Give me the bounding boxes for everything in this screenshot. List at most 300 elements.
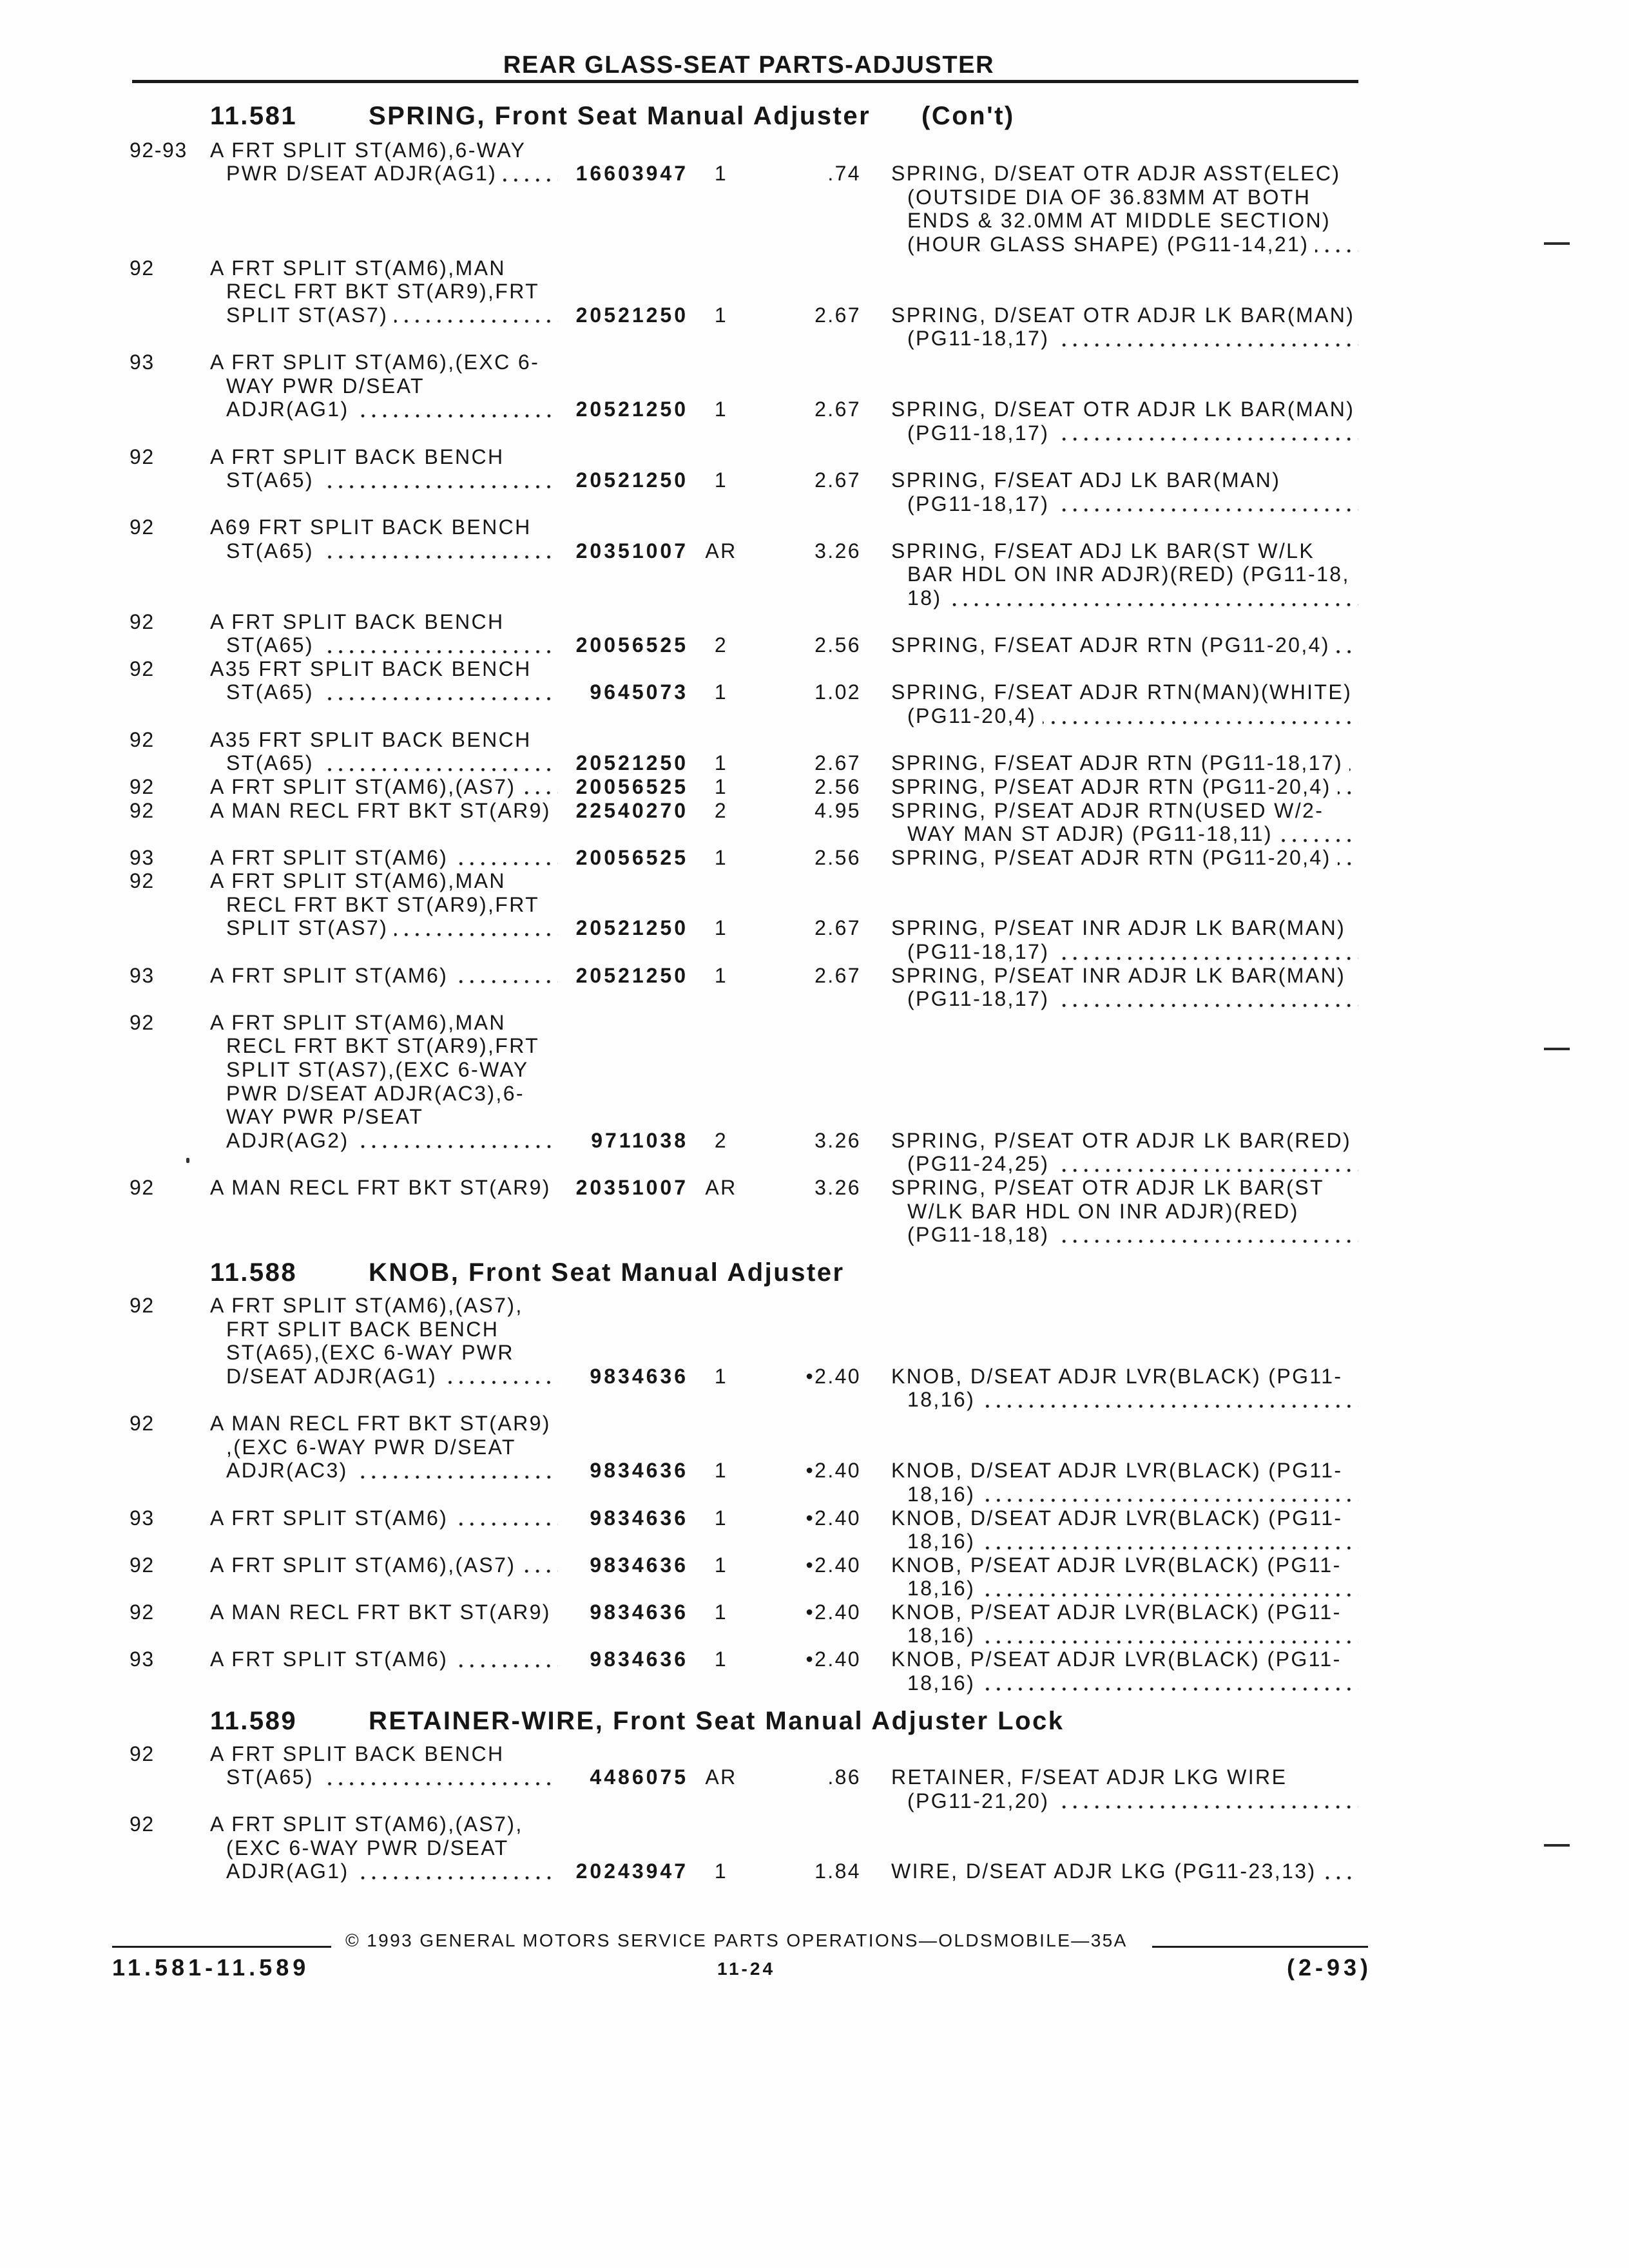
dot-leader — [1055, 1240, 1358, 1243]
description-line — [891, 775, 1358, 799]
description-text: SPRING, P/SEAT INR ADJR LK BAR(MAN) — [891, 916, 1346, 940]
price: 2.67 — [815, 303, 861, 327]
part-number: 20521250 — [575, 303, 688, 327]
description-line — [891, 680, 1358, 704]
description-line — [907, 1671, 1358, 1695]
description-text: (PG11-21,20) — [907, 1789, 1050, 1812]
application-line — [226, 633, 558, 657]
description-text: KNOB, P/SEAT ADJR LVR(BLACK) (PG11- — [891, 1553, 1342, 1577]
application-text: SPLIT ST(AS7) — [226, 303, 389, 327]
application-line — [210, 1553, 558, 1577]
description-line — [891, 964, 1358, 988]
application-line — [210, 351, 558, 374]
application-text: RECL FRT BKT ST(AR9),FRT — [226, 892, 540, 916]
application-text: WAY PWR D/SEAT — [226, 374, 425, 398]
description-line — [907, 186, 1358, 209]
application-text: PWR D/SEAT ADJR(AC3),6- — [226, 1081, 525, 1105]
quantity: 1 — [714, 1648, 728, 1671]
model-year: 92 — [130, 1600, 155, 1624]
table-row — [0, 1412, 1629, 1506]
application-text: A FRT SPLIT ST(AM6),MAN — [210, 1010, 506, 1034]
dot-leader — [1349, 768, 1358, 771]
model-year: 92 — [130, 1176, 155, 1200]
quantity: 1 — [714, 1364, 728, 1388]
description-text: SPRING, F/SEAT ADJ LK BAR(MAN) — [891, 468, 1281, 492]
description-line — [907, 1624, 1358, 1648]
application-line — [210, 1600, 558, 1624]
model-year: 93 — [130, 351, 155, 374]
dot-leader — [1055, 343, 1358, 347]
application-line — [210, 1506, 558, 1530]
description-line — [907, 940, 1358, 964]
table-row — [0, 1812, 1629, 1883]
description-line — [891, 303, 1358, 327]
model-year: 92 — [130, 515, 155, 539]
description-text: SPRING, D/SEAT OTR ADJR LK BAR(MAN) — [891, 303, 1355, 327]
dot-leader — [454, 1664, 558, 1667]
price: •2.40 — [805, 1459, 861, 1483]
dot-leader — [1338, 791, 1358, 794]
model-year: 92 — [130, 1812, 155, 1836]
description-text: WIRE, D/SEAT ADJR LKG (PG11-23,13) — [891, 1860, 1316, 1883]
description-text: (PG11-18,17) — [907, 327, 1050, 351]
part-number: 4486075 — [590, 1765, 688, 1789]
description-text: (PG11-18,17) — [907, 492, 1050, 515]
application-text: ADJR(AC3) — [226, 1459, 348, 1483]
dot-leader — [320, 697, 558, 700]
description-line — [891, 1506, 1358, 1530]
application-text: A69 FRT SPLIT BACK BENCH — [210, 515, 532, 539]
part-number: 9711038 — [591, 1128, 688, 1152]
model-year: 92 — [130, 610, 155, 633]
part-number: 20521250 — [575, 916, 688, 940]
section-number: 11.589 — [210, 1706, 298, 1735]
model-year: 92 — [130, 869, 155, 893]
application-text: RECL FRT BKT ST(AR9),FRT — [226, 1034, 540, 1058]
dot-leader — [320, 485, 558, 488]
application-text: ST(A65) — [226, 539, 314, 562]
part-number: 20056525 — [575, 774, 688, 798]
application-text: WAY PWR P/SEAT — [226, 1105, 424, 1129]
price: 2.67 — [815, 963, 861, 987]
description-line — [907, 1530, 1358, 1553]
quantity: 1 — [714, 1860, 728, 1883]
application-line — [226, 1860, 558, 1883]
table-row — [0, 1553, 1629, 1600]
table-row — [0, 657, 1629, 728]
application-text: RECL FRT BKT ST(AR9),FRT — [226, 280, 540, 303]
part-number: 20351007 — [575, 1176, 688, 1200]
application-line — [226, 1436, 558, 1459]
part-number: 9834636 — [590, 1648, 688, 1671]
application-text: FRT SPLIT BACK BENCH — [226, 1317, 499, 1341]
description-text: SPRING, P/SEAT ADJR RTN (PG11-20,4) — [891, 774, 1331, 798]
dot-leader — [1055, 1169, 1358, 1172]
quantity: 1 — [714, 1553, 728, 1577]
description-text: BAR HDL ON INR ADJR)(RED) (PG11-18, — [907, 562, 1350, 586]
table-row — [0, 610, 1629, 657]
model-year: 92 — [130, 1294, 155, 1318]
price: •2.40 — [805, 1553, 861, 1577]
application-text: A MAN RECL FRT BKT ST(AR9) — [210, 1600, 551, 1624]
price: •2.40 — [805, 1364, 861, 1388]
price: 2.56 — [815, 774, 861, 798]
description-line — [907, 209, 1358, 233]
description-text: SPRING, P/SEAT OTR ADJR LK BAR(ST — [891, 1176, 1324, 1200]
description-text: 18,16) — [907, 1577, 976, 1600]
application-line — [226, 398, 558, 421]
model-year: 93 — [130, 1506, 155, 1530]
application-text: A FRT SPLIT BACK BENCH — [210, 610, 505, 633]
part-number: 9834636 — [590, 1553, 688, 1577]
description-line — [891, 1129, 1358, 1153]
description-text: SPRING, F/SEAT ADJR RTN(MAN)(WHITE) — [891, 680, 1353, 704]
description-text: (PG11-18,17) — [907, 421, 1050, 445]
section-number: 11.581 — [210, 102, 298, 131]
application-text: A FRT SPLIT ST(AM6),(AS7) — [210, 774, 516, 798]
application-line — [226, 1459, 558, 1483]
quantity: 1 — [714, 680, 728, 704]
table-row — [0, 139, 1629, 256]
description-line — [891, 1176, 1358, 1200]
quantity: 1 — [714, 916, 728, 940]
description-text: (PG11-20,4) — [907, 704, 1037, 728]
application-text: A FRT SPLIT BACK BENCH — [210, 1742, 505, 1765]
description-line — [907, 327, 1358, 351]
part-number: 9834636 — [590, 1459, 688, 1483]
application-line — [210, 1176, 558, 1200]
table-row — [0, 351, 1629, 445]
table-row — [0, 1600, 1629, 1648]
application-text: A35 FRT SPLIT BACK BENCH — [210, 657, 532, 680]
dot-leader — [1279, 839, 1358, 842]
description-text: SPRING, D/SEAT OTR ADJR LK BAR(MAN) — [891, 398, 1355, 421]
description-line — [907, 704, 1358, 728]
application-text: A FRT SPLIT ST(AM6) — [210, 1648, 448, 1671]
price: 2.67 — [815, 916, 861, 940]
model-year: 92 — [130, 256, 155, 280]
description-line — [891, 1459, 1358, 1483]
description-line — [891, 162, 1358, 186]
application-text: A FRT SPLIT ST(AM6),(AS7), — [210, 1812, 523, 1836]
section-header — [0, 1706, 1629, 1736]
description-text: 18,16) — [907, 1530, 976, 1553]
description-text: KNOB, P/SEAT ADJR LVR(BLACK) (PG11- — [891, 1600, 1342, 1624]
model-year: 92 — [130, 1010, 155, 1034]
application-text: ADJR(AG2) — [226, 1128, 349, 1152]
price: .74 — [827, 162, 861, 186]
description-text: KNOB, D/SEAT ADJR LVR(BLACK) (PG11- — [891, 1364, 1343, 1388]
application-line — [210, 610, 558, 634]
model-year: 92 — [130, 1553, 155, 1577]
description-line — [891, 633, 1358, 657]
quantity: 1 — [714, 751, 728, 775]
dot-leader — [454, 862, 558, 865]
model-year: 92 — [130, 774, 155, 798]
application-text: A FRT SPLIT BACK BENCH — [210, 445, 505, 468]
description-text: SPRING, P/SEAT ADJR RTN(USED W/2- — [891, 798, 1324, 822]
model-year: 92 — [130, 445, 155, 468]
description-line — [891, 846, 1358, 870]
dot-leader — [1315, 249, 1358, 253]
quantity: 2 — [714, 1128, 728, 1152]
dot-leader — [1055, 437, 1358, 441]
part-number: 20243947 — [575, 1860, 688, 1883]
quantity: 1 — [714, 1506, 728, 1530]
application-line — [210, 139, 558, 162]
description-line — [891, 1648, 1358, 1671]
dot-leader — [356, 1145, 558, 1148]
description-line — [907, 586, 1358, 610]
quantity: 1 — [714, 303, 728, 327]
section-header — [0, 1257, 1629, 1288]
dot-leader — [503, 178, 558, 182]
quantity: 1 — [714, 845, 728, 869]
section-title: KNOB, Front Seat Manual Adjuster — [369, 1258, 845, 1287]
application-line — [226, 162, 558, 186]
description-text: (PG11-18,17) — [907, 987, 1050, 1011]
description-text: KNOB, D/SEAT ADJR LVR(BLACK) (PG11- — [891, 1459, 1343, 1483]
part-number: 9645073 — [590, 680, 688, 704]
description-text: 18,16) — [907, 1482, 976, 1506]
footer-index-range: 11.581-11.589 — [112, 1954, 310, 1981]
application-text: A FRT SPLIT ST(AM6),(AS7) — [210, 1553, 516, 1577]
description-line — [907, 1388, 1358, 1412]
description-line — [907, 1223, 1358, 1247]
price: 2.67 — [815, 398, 861, 421]
description-line — [891, 1860, 1358, 1883]
application-line — [226, 1836, 558, 1860]
description-line — [907, 1789, 1358, 1813]
application-line — [210, 445, 558, 469]
application-line — [210, 775, 558, 799]
price: 3.26 — [815, 539, 861, 562]
application-text: A MAN RECL FRT BKT ST(AR9) — [210, 1176, 551, 1200]
application-line — [226, 1318, 558, 1341]
table-row — [0, 445, 1629, 516]
description-text: W/LK BAR HDL ON INR ADJR)(RED) — [907, 1199, 1299, 1223]
dot-leader — [981, 1593, 1358, 1597]
model-year: 93 — [130, 845, 155, 869]
dot-leader — [1055, 957, 1358, 960]
model-year: 92 — [130, 727, 155, 751]
description-text: SPRING, F/SEAT ADJR RTN (PG11-18,17) — [891, 751, 1344, 775]
running-head: REAR GLASS-SEAT PARTS-ADJUSTER — [503, 52, 995, 79]
application-text: ADJR(AG1) — [226, 398, 349, 421]
application-text: A MAN RECL FRT BKT ST(AR9) — [210, 798, 551, 822]
dot-leader — [320, 555, 558, 559]
header-rule — [132, 80, 1358, 83]
application-line — [210, 728, 558, 752]
section-header — [0, 101, 1629, 131]
application-line — [226, 893, 558, 917]
dot-leader — [454, 980, 558, 983]
dot-leader — [320, 768, 558, 771]
description-text: SPRING, P/SEAT ADJR RTN (PG11-20,4) — [891, 845, 1331, 869]
section-title: RETAINER-WIRE, Front Seat Manual Adjuster Lock — [369, 1706, 1065, 1735]
quantity: 1 — [714, 162, 728, 186]
application-line — [226, 1058, 558, 1082]
application-line — [226, 374, 558, 398]
dot-leader — [454, 1523, 558, 1526]
application-text: A FRT SPLIT ST(AM6) — [210, 1506, 448, 1530]
quantity: 1 — [714, 468, 728, 492]
section-number: 11.588 — [210, 1258, 298, 1287]
dot-leader — [394, 320, 558, 323]
application-line — [210, 869, 558, 893]
application-text: A FRT SPLIT ST(AM6),6-WAY — [210, 138, 526, 162]
description-line — [907, 822, 1358, 846]
part-number: 20521250 — [575, 468, 688, 492]
price: 2.56 — [815, 633, 861, 657]
description-text: 18,16) — [907, 1671, 976, 1695]
description-text: (PG11-18,18) — [907, 1223, 1050, 1247]
application-text: (EXC 6-WAY PWR D/SEAT — [226, 1836, 509, 1860]
price: •2.40 — [805, 1648, 861, 1671]
price: 3.26 — [815, 1128, 861, 1152]
description-text: 18) — [907, 586, 942, 610]
price: 1.02 — [815, 680, 861, 704]
dot-leader — [522, 791, 558, 794]
table-row — [0, 728, 1629, 775]
description-line — [891, 751, 1358, 775]
model-year: 92 — [130, 1742, 155, 1765]
application-line — [226, 539, 558, 563]
application-line — [210, 256, 558, 280]
price: •2.40 — [805, 1600, 861, 1624]
description-line — [891, 539, 1358, 563]
description-text: (PG11-18,17) — [907, 940, 1050, 964]
price: 2.67 — [815, 468, 861, 492]
description-text: ENDS & 32.0MM AT MIDDLE SECTION) — [907, 209, 1331, 233]
application-text: ,(EXC 6-WAY PWR D/SEAT — [226, 1435, 516, 1459]
table-row — [0, 1294, 1629, 1412]
description-line — [907, 987, 1358, 1011]
dot-leader — [981, 1640, 1358, 1644]
table-row — [0, 964, 1629, 1011]
application-line — [210, 657, 558, 681]
section-continued-note: (Con't) — [921, 102, 1015, 131]
description-line — [907, 421, 1358, 445]
application-line — [210, 1294, 558, 1318]
part-number: 22540270 — [575, 798, 688, 822]
part-number: 20056525 — [575, 845, 688, 869]
dot-leader — [948, 603, 1358, 606]
model-year: 93 — [130, 963, 155, 987]
application-text: ADJR(AG1) — [226, 1860, 349, 1883]
application-text: D/SEAT ADJR(AG1) — [226, 1364, 438, 1388]
application-text: A FRT SPLIT ST(AM6),(AS7), — [210, 1294, 523, 1318]
table-row — [0, 256, 1629, 351]
description-line — [907, 1577, 1358, 1600]
table-row — [0, 1648, 1629, 1695]
description-text: SPRING, P/SEAT INR ADJR LK BAR(MAN) — [891, 963, 1346, 987]
quantity: 2 — [714, 633, 728, 657]
description-text: (HOUR GLASS SHAPE) (PG11-14,21) — [907, 233, 1309, 256]
dot-leader — [1338, 862, 1358, 865]
dot-leader — [1055, 508, 1358, 512]
dot-leader — [320, 1782, 558, 1785]
application-line — [226, 1341, 558, 1365]
description-line — [907, 492, 1358, 516]
application-line — [226, 303, 558, 327]
table-row — [0, 775, 1629, 799]
description-text: 18,16) — [907, 1388, 976, 1412]
model-year: 92 — [130, 657, 155, 680]
quantity: 1 — [714, 1600, 728, 1624]
dot-leader — [981, 1546, 1358, 1550]
description-text: KNOB, D/SEAT ADJR LVR(BLACK) (PG11- — [891, 1506, 1343, 1530]
application-line — [210, 515, 558, 539]
dot-leader — [1055, 1805, 1358, 1809]
footer-rule-right — [1152, 1946, 1368, 1948]
application-text: A FRT SPLIT ST(AM6) — [210, 845, 448, 869]
table-row — [0, 846, 1629, 870]
part-number: 20521250 — [575, 398, 688, 421]
footer-copyright: © 1993 GENERAL MOTORS SERVICE PARTS OPERATIONS—OLDSMOBILE—35A — [345, 1930, 1128, 1950]
description-line — [891, 916, 1358, 940]
part-number: 20351007 — [575, 539, 688, 562]
description-line — [891, 398, 1358, 421]
description-text: RETAINER, F/SEAT ADJR LKG WIRE — [891, 1765, 1287, 1789]
application-text: ST(A65),(EXC 6-WAY PWR — [226, 1341, 514, 1365]
application-text: SPLIT ST(AS7) — [226, 916, 389, 940]
model-year: 93 — [130, 1648, 155, 1671]
application-line — [226, 1765, 558, 1789]
application-line — [226, 1082, 558, 1106]
quantity: 1 — [714, 774, 728, 798]
application-text: ST(A65) — [226, 751, 314, 775]
description-text: (PG11-24,25) — [907, 1152, 1050, 1176]
dot-leader — [356, 414, 558, 418]
model-year: 92 — [130, 798, 155, 822]
table-row — [0, 869, 1629, 963]
description-line — [907, 562, 1358, 586]
part-number: 16603947 — [575, 162, 688, 186]
application-text: A FRT SPLIT ST(AM6),MAN — [210, 869, 506, 893]
application-line — [210, 1011, 558, 1035]
footer-rule-left — [112, 1946, 331, 1948]
quantity: 2 — [714, 798, 728, 822]
price: 4.95 — [815, 798, 861, 822]
description-text: SPRING, F/SEAT ADJR RTN (PG11-20,4) — [891, 633, 1330, 657]
description-text: SPRING, P/SEAT OTR ADJR LK BAR(RED) — [891, 1128, 1352, 1152]
application-line — [226, 1365, 558, 1389]
dot-leader — [356, 1876, 558, 1879]
application-text: ST(A65) — [226, 680, 314, 704]
part-number: 20521250 — [575, 963, 688, 987]
dot-leader — [981, 1499, 1358, 1502]
description-line — [907, 1200, 1358, 1224]
table-row — [0, 1506, 1629, 1553]
quantity: AR — [705, 539, 737, 562]
application-text: A35 FRT SPLIT BACK BENCH — [210, 727, 532, 751]
application-text: A FRT SPLIT ST(AM6),(EXC 6- — [210, 351, 540, 374]
dot-leader — [354, 1475, 558, 1479]
model-year: 92-93 — [130, 138, 188, 162]
quantity: 1 — [714, 398, 728, 421]
description-line — [907, 1483, 1358, 1506]
price: 3.26 — [815, 1176, 861, 1200]
dot-leader — [981, 1687, 1358, 1691]
quantity: AR — [705, 1765, 737, 1789]
price: .86 — [827, 1765, 861, 1789]
description-text: 18,16) — [907, 1624, 976, 1648]
dot-leader — [1043, 721, 1358, 724]
application-line — [226, 280, 558, 303]
application-line — [226, 468, 558, 492]
price: •2.40 — [805, 1506, 861, 1530]
